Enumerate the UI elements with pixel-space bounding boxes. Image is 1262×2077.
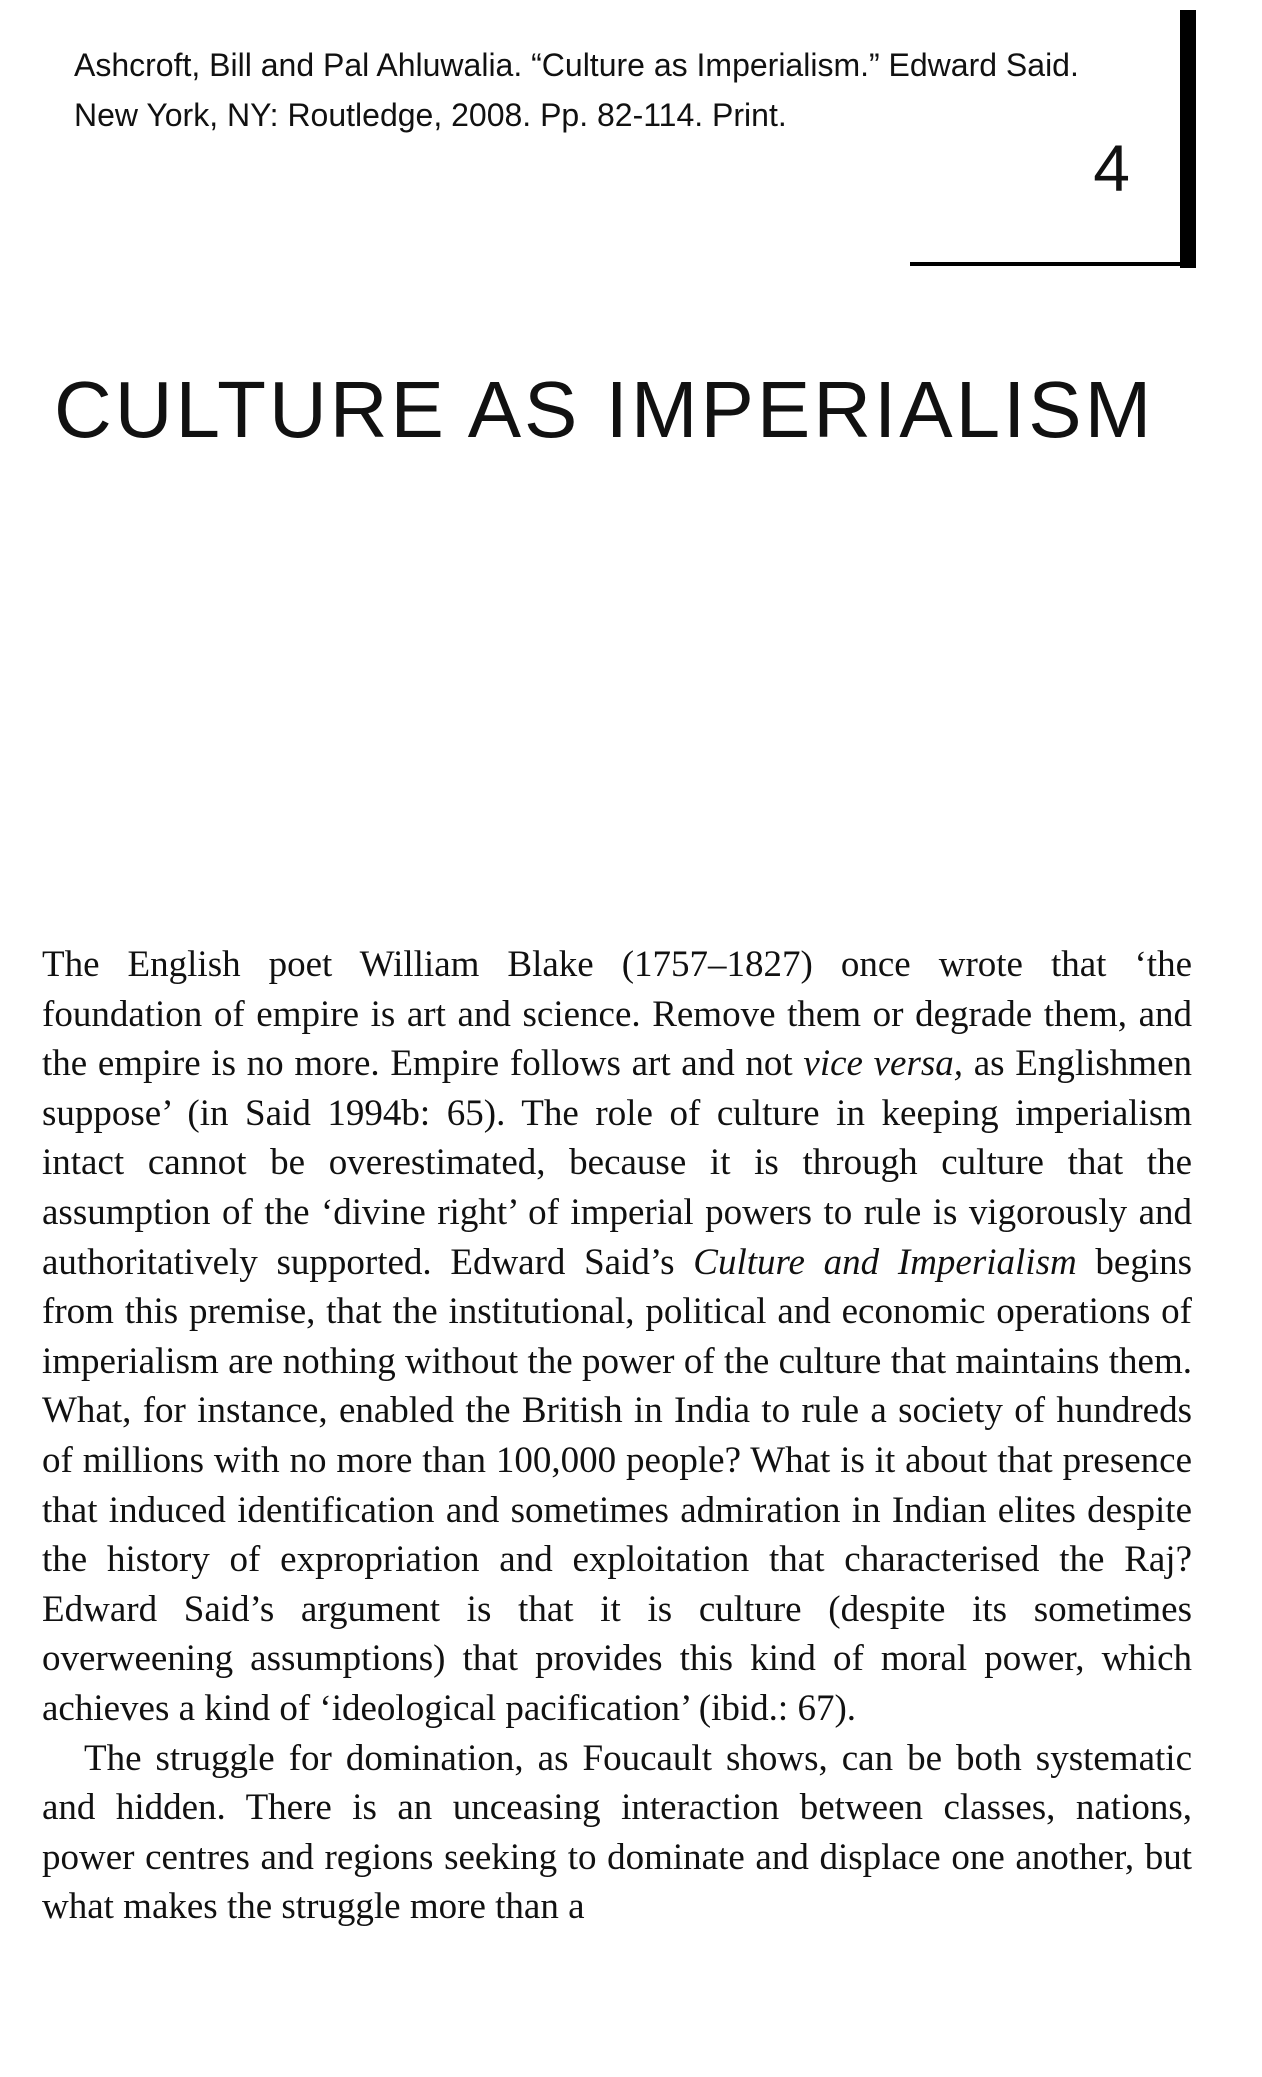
chapter-title: CULTURE AS IMPERIALISM [54,365,1155,454]
paragraph-1-part-3: begins from this premise, that the institutional, political and economic operations of imperialism are nothing without the power of the culture that maintains them. What, for instance, enabled the British in India to rule a society of hundreds of millions with no more than 100,000 people? What is it about that presence that induced identification and sometimes admiration in Indian elites despite the history of expropriation and exploitation that characterised the Raj? Edward Said’s argument is that it is culture (despite its sometimes overweening assumptions) that provides this kind of moral power, which achieves a kind of ‘ideological pacification’ (ibid.: 67). [42,1241,1193,1729]
paragraph-1-italic-1: vice versa, [803,1043,964,1085]
paragraph-1-part-1: The English poet William Blake (1757–1827) once wrote that ‘the foundation of empire is art and science. Remove them or degrade them, and the empire is no more. Empire follows art and not [42,944,1192,1085]
body-text [42,940,1192,1932]
paragraph-1-part-2: as Englishmen suppose’ (in Said 1994b: 65). The role of culture in keeping imperialism intact cannot be overestimated, because it is through culture that the assumption of the ‘divine right’ of imperial powers to rule is vigorously and authoritatively supported. Edward Said’s [42,1043,1192,1283]
citation [74,40,1094,140]
chapter-rule-vertical [1180,10,1196,268]
citation-line-2: New York, NY: Routledge, 2008. Pp. 82-114. Print. [74,97,787,133]
citation-line-1: Ashcroft, Bill and Pal Ahluwalia. “Culture as Imperialism.” Edward Said. [74,47,1079,83]
paragraph-1-italic-2: Culture and Imperialism [693,1241,1077,1283]
chapter-number: 4 [1093,131,1130,205]
chapter-rule-horizontal [910,262,1196,266]
paragraph-1 [42,940,1192,1734]
paragraph-2: The struggle for domination, as Foucault shows, can be both systematic and hidden. There is an unceasing interaction between classes, nations, power centres and regions seeking to dominate and displace one another, but what makes the struggle more than a [42,1737,1192,1928]
